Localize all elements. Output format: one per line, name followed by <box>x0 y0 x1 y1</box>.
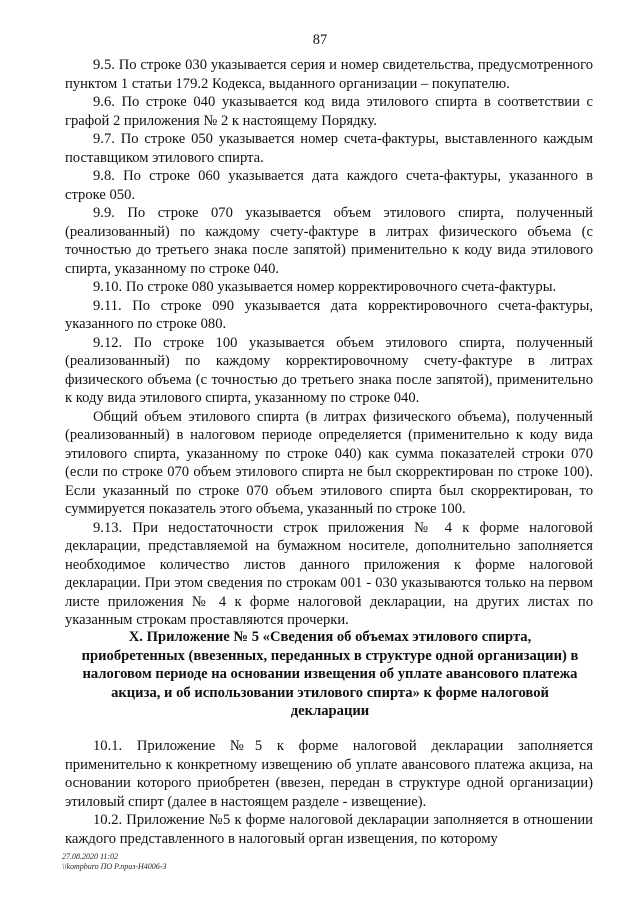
footer-timestamp: 27.08.2020 11:02 <box>62 852 119 861</box>
footer-file-path: \\kompburo ПО Р.приз-Н4006-3 <box>62 862 167 871</box>
paragraph-10-2: 10.2. Приложение №5 к форме налоговой декларации заполняется в отношении каждого представленного в налоговый орган извещения, по которому <box>65 812 593 847</box>
paragraph-10-1: 10.1. Приложение №5 к форме налоговой декларации заполняется применительно к конкретному извещению об уплате авансового платежа акциза, на основании которого приобретен (ввезен, передан в структуре одной организации) этиловый спирт (далее в настоящем разделе - извещение). <box>65 738 593 810</box>
paragraph-9-11: 9.11. По строке 090 указывается дата корректировочного счета-фактуры, указанного по строке 080. <box>65 297 593 332</box>
paragraph-9-8: 9.8. По строке 060 указывается дата каждого счета-фактуры, указанного в строке 050. <box>65 168 593 203</box>
section-heading: X. Приложение № 5 «Сведения об объемах этилового спирта, приобретенных (ввезенных, переданных в структуре одной организации) в налоговом периоде на основании извещения об уплате авансового платежа акциза, и об использовании этилового спирта» к форме налоговой декларации <box>81 629 579 720</box>
paragraph-9-6: 9.6. По строке 040 указывается код вида этилового спирта в соответствии с графой 2 приложения № 2 к настоящему Порядку. <box>65 94 593 129</box>
paragraph-total-volume: Общий объем этилового спирта (в литрах физического объема), полученный (реализованный) в налоговом периоде определяется (применительно к коду вида этилового спирта, указанному по строке 040) как сумма показателей строки 070 (если по строке 070 объем этилового спирта не был скорректирован по строке 100). Если указанный по строке 070 объем этилового спирта был скорректирован, то суммируется показатель этого объема, указанный по строке 100. <box>65 408 593 517</box>
paragraph-9-10: 9.10. По строке 080 указывается номер корректировочного счета-фактуры. <box>93 279 557 295</box>
page-number: 87 <box>312 32 328 48</box>
section-text <box>65 737 593 848</box>
paragraph-9-13: 9.13. При недостаточности строк приложения № 4 к форме налоговой декларации, представляемой на бумажном носителе, дополнительно заполняется необходимое количество листов данного приложения к форме налоговой декларации. При этом сведения по строкам 001 - 030 указываются только на первом листе приложения № 4 к форме налоговой декларации, на других листах по указанным строкам проставляются прочерки. <box>65 519 593 628</box>
main-text <box>65 56 593 630</box>
paragraph-9-5: 9.5. По строке 030 указывается серия и номер свидетельства, предусмотренного пунктом 1 статьи 179.2 Кодекса, выданного организации – покупателю. <box>65 57 593 92</box>
paragraph-9-9: 9.9. По строке 070 указывается объем этилового спирта, полученный (реализованный) по каждому счету-фактуре в литрах физического объема (с точностью до третьего знака после запятой) применительно к коду вида этилового спирта, указанному по строке 040. <box>65 205 593 277</box>
paragraph-9-12: 9.12. По строке 100 указывается объем этилового спирта, полученный (реализованный) по каждому корректировочному счету-фактуре в литрах физического объема (с точностью до третьего знака после запятой), применительно к коду вида этилового спирта, указанному по строке 040. <box>65 334 593 406</box>
footer <box>62 852 362 872</box>
paragraph-9-7: 9.7. По строке 050 указывается номер счета-фактуры, выставленного каждым поставщиком этилового спирта. <box>65 131 593 166</box>
